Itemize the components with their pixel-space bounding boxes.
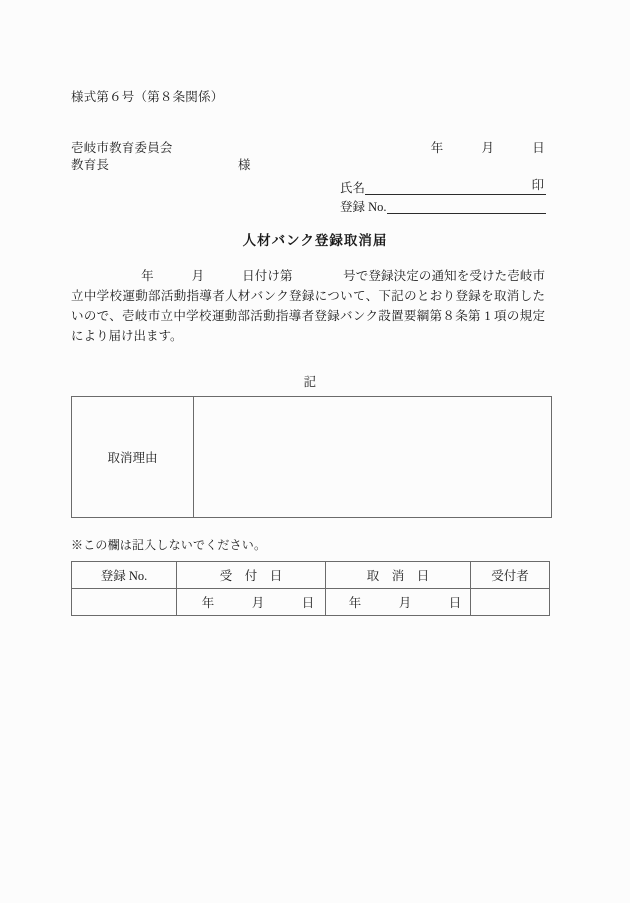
addressee-honorific: 様 (238, 158, 251, 172)
office-use-note: ※この欄は記入しないでください。 (71, 538, 267, 552)
registration-field-label: 登録 No. (340, 199, 387, 214)
ki-marker: 記 (303, 375, 317, 389)
cell-receipt-date[interactable]: 年 月 日 (177, 589, 326, 616)
committee-name: 壱岐市教育委員会 (71, 141, 173, 155)
form-number: 様式第６号（第８条関係） (71, 90, 224, 104)
body-text: 年 月 日付け第 号で登録決定の通知を受けた壱岐市立中学校運動部活動指導者人材バンク登録について、下記のとおり登録を取消したいので、壱岐市立中学校運動部活動指導者登録バンク設置要綱第８条第 1 項の規定により届け出ます。 (71, 269, 545, 343)
cancellation-reason-label: 取消理由 (72, 397, 194, 518)
submission-date-placeholder: 年 月 日 (430, 141, 545, 155)
table-row (72, 589, 550, 616)
body-paragraph (71, 266, 545, 346)
seal-mark: 印 (529, 179, 546, 195)
name-field-row (340, 176, 546, 195)
document-title: 人材バンク登録取消届 (242, 233, 388, 248)
header-receiver: 受付者 (471, 562, 550, 589)
addressee-title: 教育長 (71, 158, 110, 172)
signature-block (340, 176, 546, 214)
cancellation-reason-table (71, 396, 552, 518)
cancellation-reason-input[interactable] (194, 397, 552, 518)
table-row (72, 397, 552, 518)
header-cancellation-date: 取 消 日 (326, 562, 471, 589)
cell-cancellation-date[interactable]: 年 月 日 (326, 589, 471, 616)
cell-registration-no[interactable] (72, 589, 177, 616)
name-input[interactable] (365, 180, 529, 195)
header-receipt-date: 受 付 日 (177, 562, 326, 589)
header-registration-no: 登録 No. (72, 562, 177, 589)
registration-input[interactable] (387, 199, 546, 214)
cell-receiver[interactable] (471, 589, 550, 616)
office-receipt-table (71, 561, 550, 616)
registration-field-row (340, 195, 546, 214)
addressee-row (71, 159, 371, 209)
table-header-row (72, 562, 550, 589)
name-field-label: 氏名 (340, 180, 366, 195)
